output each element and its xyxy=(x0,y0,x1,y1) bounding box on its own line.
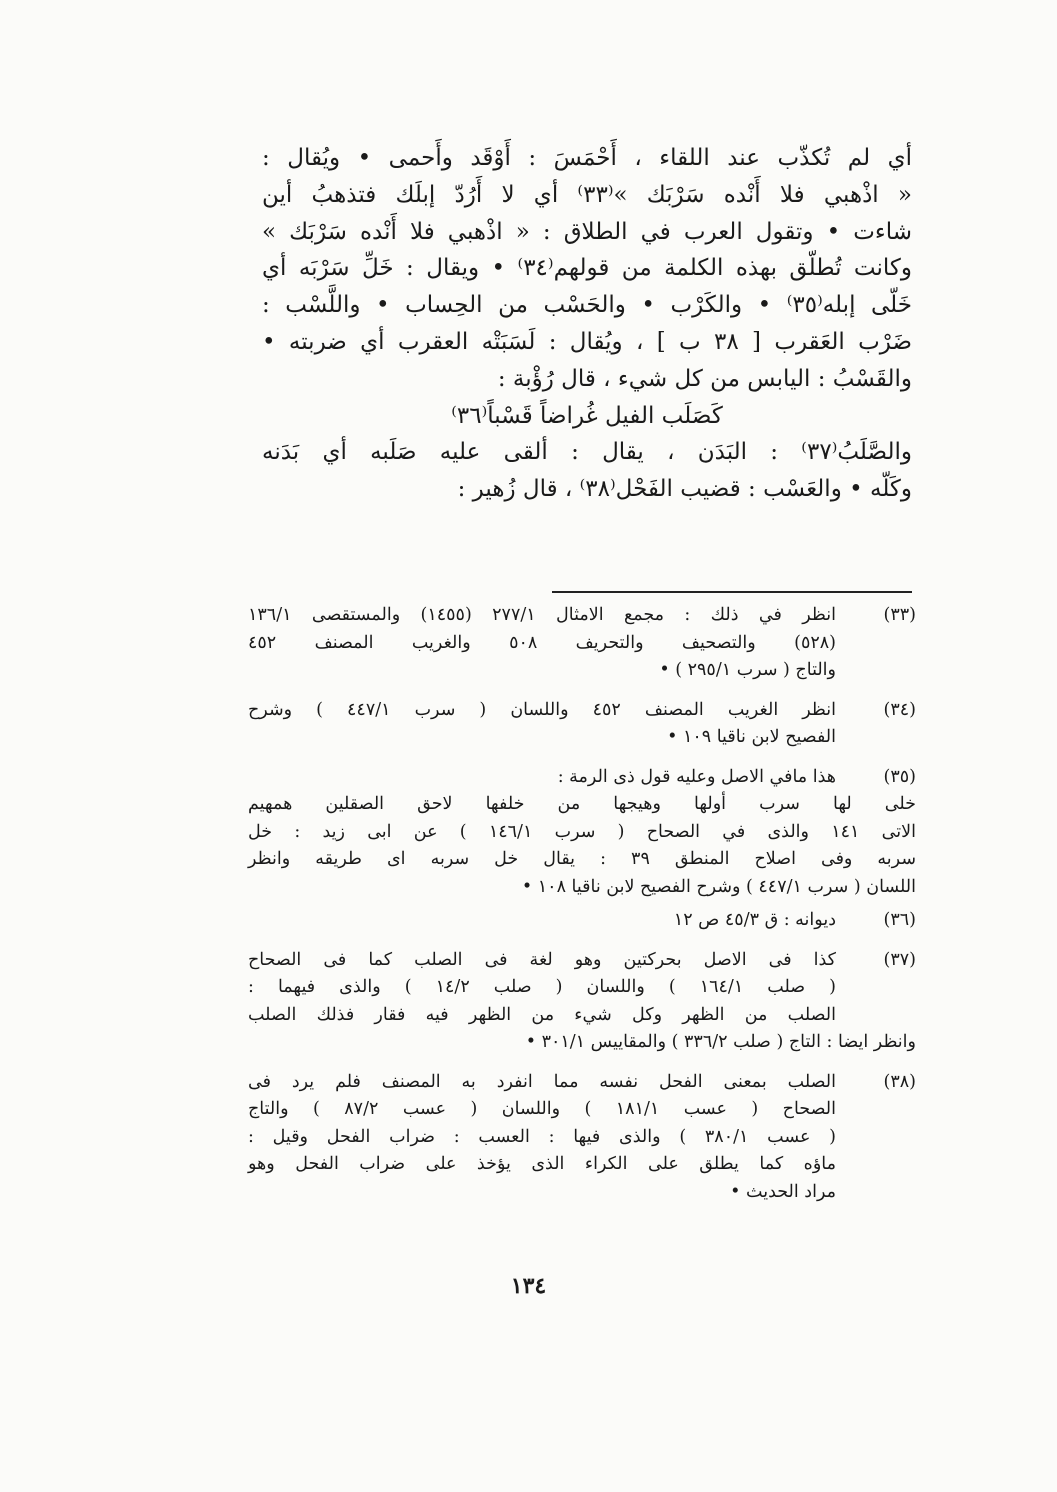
footnote-line: الصلب من الظهر وكل شيء من الظهر فيه فقار فذلك الصلب xyxy=(248,1004,836,1025)
main-line: شاءت • وتقول العرب في الطلاق : « اذْهبي فلا أَنْده سَرْبَك » xyxy=(262,218,912,245)
main-text xyxy=(262,140,912,508)
footnote-divider xyxy=(552,591,912,593)
main-line: أي لم تُكذّب عند اللقاء ، أَحْمَسَ : أَوْقَد وأَحمى • ويُقال : xyxy=(262,145,912,171)
footnote-line: كذا فى الاصل بحركتين وهو لغة فى الصلب كما فى الصحاح xyxy=(248,949,836,970)
footnote-text xyxy=(248,602,836,685)
main-line: وكَلّه • والعَسْب : قضيب الفَحْل⁽٣٨⁾ ، قال زُهير : xyxy=(457,476,912,503)
footnote-line: خلى لها سرب أولها وهيجها من خلفها لاحق الصقلين همهيم xyxy=(248,794,916,814)
footnote xyxy=(248,602,918,685)
footnote-number: (٣٦) xyxy=(883,910,916,930)
page-number: ١٣٤ xyxy=(510,1273,547,1299)
footnote-line: الصحاح ( عسب ١٨١/١ ) واللسان ( عسب ٨٧/٢ ) والتاج xyxy=(248,1099,836,1119)
footnote-line: ديوانه : ق ٤٥/٣ ص ١٢ xyxy=(673,910,836,930)
footnotes xyxy=(248,602,918,1218)
footnote-line: هذا مافي الاصل وعليه قول ذى الرمة : xyxy=(557,766,836,787)
footnote-line: ( عسب ٣٨٠/١ ) والذى فيها : العسب : ضراب الفحل وقيل : xyxy=(248,1126,836,1147)
main-line: وكانت تُطلّق بهذه الكلمة من قولهم⁽٣٤⁾ • ويقال : خَلِّ سَرْبَه أي xyxy=(262,255,912,282)
main-line: ضَرْب العَقرب [ ٣٨ ب ] ، ويُقال : لَسَبَتْه العقرب أي ضربته • xyxy=(262,328,912,355)
footnote-line: مراد الحديث • xyxy=(730,1181,836,1202)
footnote-number: (٣٨) xyxy=(883,1071,916,1092)
footnote-line: انظر في ذلك : مجمع الامثال ٢٧٧/١ (١٤٥٥) والمستقصى ١٣٦/١ xyxy=(248,605,836,625)
footnote-number: (٣٤) xyxy=(883,699,916,720)
main-line: « اذْهبي فلا أَنْده سَرْبَك »⁽٣٣⁾ أي لا أَرُدّ إبلَك فتذهبُ أين xyxy=(262,181,913,208)
main-line: والصَّلَبُ⁽٣٧⁾ : البَدَن ، يقال : ألقى عليه صَلَبه أي بَدَنه xyxy=(262,439,912,466)
verse-line: كَصَلَب الفيل غُراضاً قَسْباً⁽٣٦⁾ xyxy=(451,402,723,429)
footnote xyxy=(248,1069,918,1207)
footnote-line: الاتى ١٤١ والذى في الصحاح ( سرب ١٤٦/١ ) عن ابى زيد : خل xyxy=(248,821,916,842)
footnote-line: الفصيح لابن ناقيا ١٠٩ • xyxy=(667,727,836,747)
main-line: خَلّى إبله⁽٣٥⁾ • والكَرْب • والحَسْب من الحِساب • واللَّسْب : xyxy=(262,292,912,319)
footnote-line: سربه وفى اصلاح المنطق ٣٩ : يقال خل سربه اى طريقه وانظر xyxy=(248,849,916,869)
footnote xyxy=(248,947,918,1057)
footnote-text xyxy=(248,697,836,752)
footnote xyxy=(248,697,918,752)
footnote-line: انظر الغريب المصنف ٤٥٢ واللسان ( سرب ٤٤٧/١ ) وشرح xyxy=(248,699,836,720)
footnote xyxy=(248,907,918,935)
footnote xyxy=(248,764,918,902)
footnote-line: وانظر ايضا : التاج ( صلب ٣٣٦/٢ ) والمقاييس ٣٠١/١ • xyxy=(525,1032,916,1052)
footnote-line: ماؤه كما يطلق على الكراء الذى يؤخذ على ضراب الفحل وهو xyxy=(248,1154,836,1174)
footnote-line: الصلب بمعنى الفحل نفسه مما انفرد به المصنف فلم يرد فى xyxy=(248,1071,836,1092)
footnote-line: (٥٢٨) والتصحيف والتحريف ٥٠٨ والغريب المصنف ٤٥٢ xyxy=(248,632,836,653)
footnote-line: ( صلب ١٦٤/١ ) واللسان ( صلب ١٤/٢ ) والذى فيهما : xyxy=(248,977,836,997)
footnote-number: (٣٧) xyxy=(883,949,916,970)
footnote-line: اللسان ( سرب ٤٤٧/١ ) وشرح الفصيح لابن ناقيا ١٠٨ • xyxy=(521,876,916,897)
footnote-text xyxy=(248,1069,836,1207)
footnote-number: (٣٣) xyxy=(883,605,916,625)
footnote-line: والتاج ( سرب ٢٩٥/١ ) • xyxy=(659,660,836,680)
main-line: والقَسْبُ : اليابس من كل شيء ، قال رُؤْبة : xyxy=(497,365,912,392)
footnote-text xyxy=(248,907,836,935)
footnote-number: (٣٥) xyxy=(883,766,916,787)
